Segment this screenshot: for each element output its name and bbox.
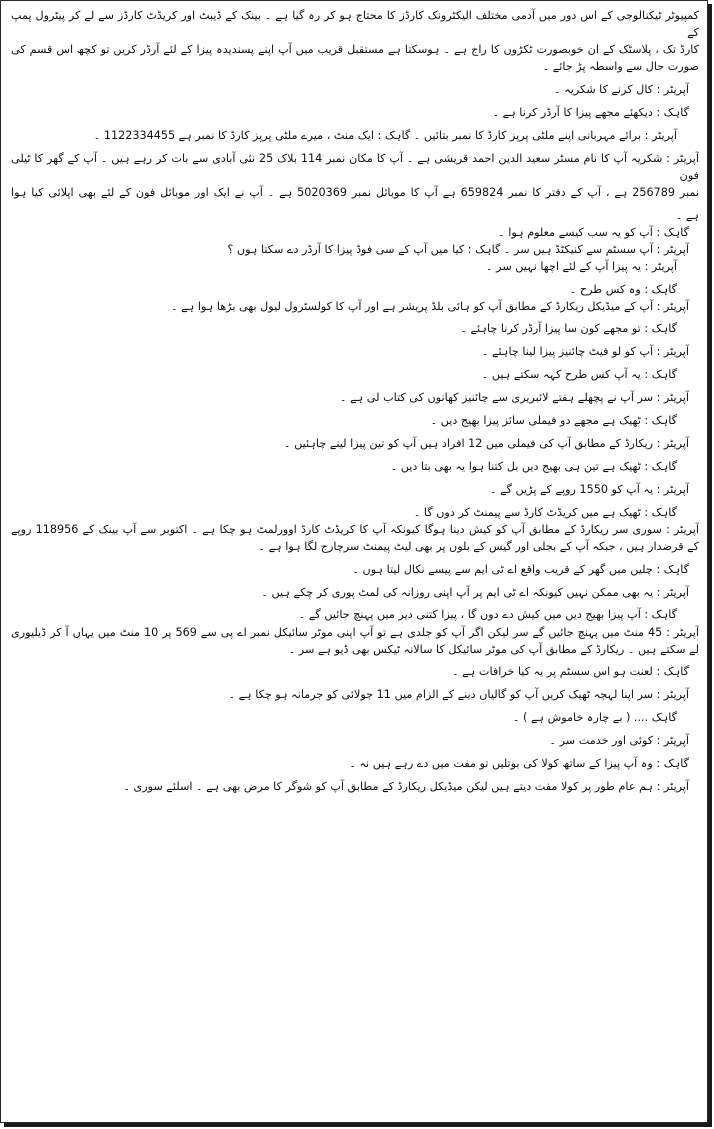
text-line: گاہک : ٹھیک ہے میں کریڈٹ کارڈ سے پیمنٹ کر دوں گا ۔ (413, 505, 677, 519)
text-line: آپریٹر : کال کرنے کا شکریہ ۔ (554, 82, 689, 96)
text-line: آپریٹر : یہ آپ کو 1550 روپے کے پڑیں گے ۔ (489, 482, 689, 496)
text-line: گاہک : وہ کس طرح ۔ (569, 282, 677, 296)
text-line: کمپیوٹر ٹیکنالوجی کے اس دور میں آدمی مختلف الیکٹرونک کارڈز کا محتاج ہو کر رہ گیا ہے ۔ بینک کے ڈیبٹ اور کریڈٹ کارڈز سے لے کر پیٹرول پمپ کے (11, 9, 699, 40)
text-line: گاہک : دیکھئے مجھے پیزا کا آرڈر کرنا ہے ۔ (492, 105, 689, 119)
text-line: آپریٹر : یہ پیزا آپ کے لئے اچھا نہیں سر ۔ (486, 259, 677, 273)
text-line: ہے ۔ (675, 208, 699, 222)
text-line: گاہک : آپ کو یہ سب کیسے معلوم ہوا ۔ (498, 225, 689, 239)
text-line: نمبر 256789 ہے ، آپ کے دفتر کا نمبر 659824 ہے آپ کا موبائل نمبر 5020369 ہے ۔ آپ نے ایک اور موبائل فون کے لئے بھی اپلائی کیا ہوا (11, 185, 699, 199)
text-line: لے سکتے ہیں ۔ ریکارڈ کے مطابق آپ کی موٹر سائیکل کا سالانہ ٹیکس بھی ڈیو ہے سر ۔ (288, 642, 699, 656)
text-line: آپریٹر : کوئی اور خدمت سر ۔ (549, 734, 689, 748)
text-line: آپریٹر : سر آپ نے پچھلے ہفتے لائبریری سے چائنیز کھانوں کی کتاب لی ہے ۔ (340, 391, 689, 405)
text-line: آپریٹر : سر اپنا لہجہ ٹھیک کریں آپ کو گالیاں دینے کے الزام میں 11 جولائی کو جرمانہ ہو چکا ہے ۔ (228, 688, 689, 702)
text-line: آپریٹر : ہم عام طور پر کولا مفت دیتے ہیں لیکن میڈیکل ریکارڈ کے مطابق آپ کو شوگر کا مرض بھی ہے ۔ اسلئے سوری ۔ (123, 779, 689, 793)
article-body (1, 1, 707, 795)
text-line: آپریٹر : یہ بھی ممکن نہیں کیونکہ اے ٹی ایم پر آپ اپنی روزانہ کی لمٹ پوری کر چکے ہیں ۔ (261, 585, 689, 599)
text-line: آپریٹر : آپ کو لو فیٹ چائنیز پیزا لینا چاہئے ۔ (481, 345, 689, 359)
text-line: گاہک : لعنت ہو اس سسٹم پر یہ کیا خرافات ہے ۔ (452, 665, 689, 679)
text-line: آپریٹر : 45 منٹ میں پہنچ جائیں گے سر لیکن اگر آپ کو جلدی ہے تو آپ اپنی موٹر سائیکل نمبر اے پی سے 569 پر 10 منٹ میں یہاں آ کر ڈیلیوری (11, 625, 699, 639)
text-line: آپریٹر : سوری سر ریکارڈ کے مطابق آپ کو کیش دینا ہوگا کیونکہ آپ کا کریڈٹ کارڈ اوورلمٹ ہو چکا ہے ۔ اکتوبر سے آپ بینک کے 118956 روپے (11, 522, 699, 536)
text-line: گاہک .... ( بے چارہ خاموش ہے ) ۔ (512, 711, 677, 725)
text-line: کے قرضدار ہیں ، جبکہ آپ کے بجلی اور گیس کے بلوں پر بھی لیٹ پیمنٹ سرچارج لگا ہوا ہے ۔ (258, 539, 699, 553)
text-line: آپریٹر : شکریہ آپ کا نام مسٹر سعید الدین احمد قریشی ہے ۔ آپ کا مکان نمبر 114 بلاک 25 نئی آبادی سے بات کر رہے ہیں ۔ آپ کے گھر کا ٹیلی فون (11, 151, 699, 182)
text-line: گاہک : یہ آپ کس طرح کہہ سکتے ہیں ۔ (481, 368, 677, 382)
text-line: گاہک : ٹھیک ہے مجھے دو فیملی سائز پیزا بھیج دیں ۔ (430, 414, 677, 428)
text-line: گاہک : ٹھیک ہے تین ہی بھیج دیں بل کتنا ہوا یہ بھی بتا دیں ۔ (390, 459, 677, 473)
text-line: آپریٹر : برائے مہربانی اپنے ملٹی پرپز کارڈ کا نمبر بتائیں ۔ گاہک : ایک منٹ ، میرے ملٹی پرپز کارڈ کا نمبر ہے 1122334455 ۔ (93, 128, 677, 142)
text-line: آپریٹر : آپ کے میڈیکل ریکارڈ کے مطابق آپ کو ہائی بلڈ پریشر ہے اور آپ کا کولسٹرول لیول بھی بڑھا ہوا ہے ۔ (171, 299, 689, 313)
text-line: گاہک : تو مجھے کون سا پیزا آرڈر کرنا چاہئے ۔ (460, 322, 677, 336)
text-line: کارڈ تک ، پلاسٹک کے ان خوبصورت ٹکڑوں کا راج ہے ۔ ہوسکتا ہے مستقبل قریب میں آپ اپنے پسندیدہ پیزا کے لئے آرڈر کریں تو کچھ اس قسم کی (11, 43, 699, 57)
text-line: گاہک : وہ آپ پیزا کے ساتھ کولا کی بوتلیں تو مفت میں دے رہے ہیں نہ ۔ (349, 757, 689, 771)
text-line: آپریٹر : آپ سسٹم سے کنیکٹڈ ہیں سر ۔ گاہک : کیا میں آپ کے سی فوڈ پیزا کا آرڈر دے سکتا ہوں ؟ (227, 242, 689, 256)
text-line: آپریٹر : ریکارڈ کے مطابق آپ کی فیملی میں 12 افراد ہیں آپ کو تین پیزا لینے چاہئیں ۔ (284, 437, 689, 451)
text-line: صورت حال سے واسطہ پڑ جائے ۔ (542, 60, 699, 74)
text-line: گاہک : آپ پیزا بھیج دیں میں کیش دے دوں گا ، پیزا کتنی دیر میں پہنچ جائیں گے ۔ (298, 608, 677, 622)
text-line: گاہک : چلیں میں گھر کے قریب واقع اے ٹی ایم سے پیسے نکال لیتا ہوں ۔ (352, 562, 689, 576)
